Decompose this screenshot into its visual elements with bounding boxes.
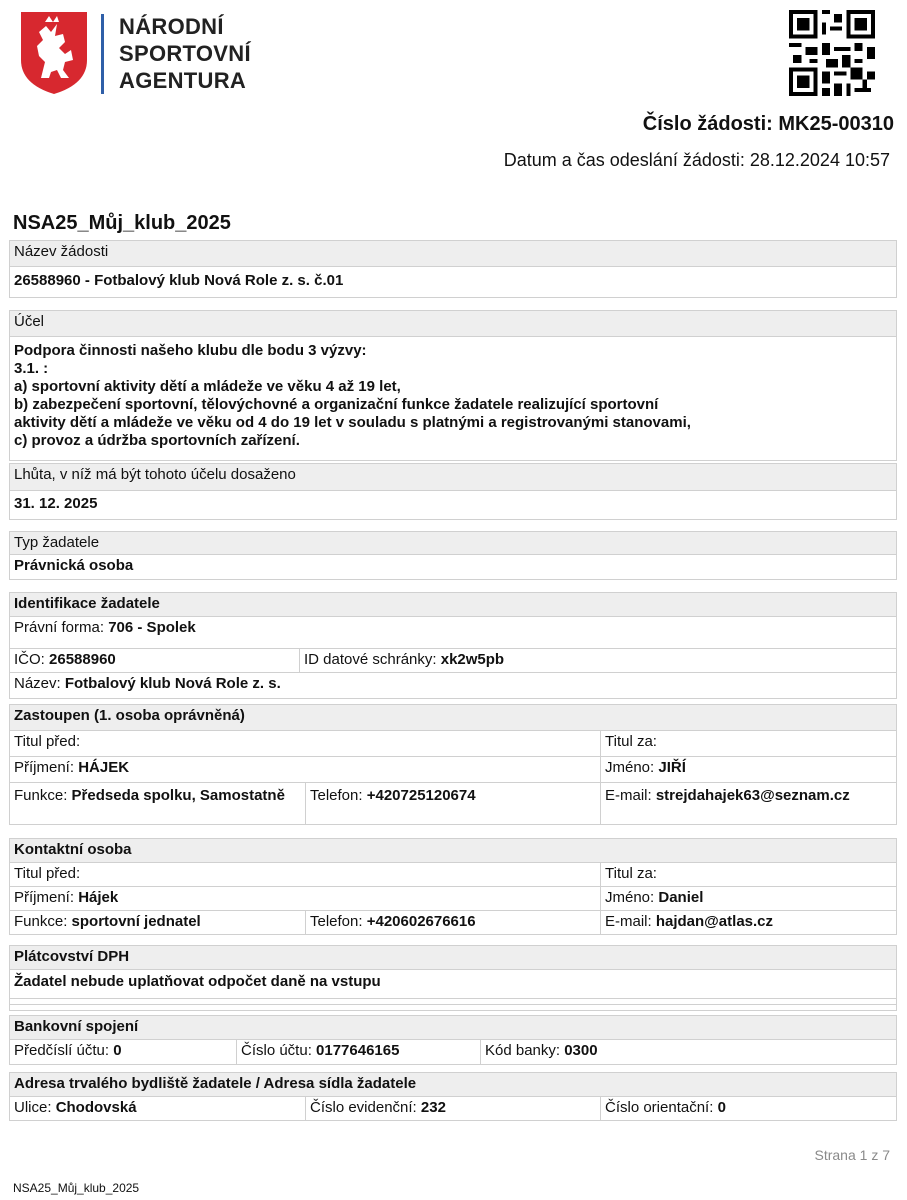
account-number-cell [237, 1040, 481, 1065]
agency-name [119, 13, 251, 94]
firstname-value: JIŘÍ [658, 759, 686, 776]
street-value: Chodovská [55, 1099, 137, 1116]
logo-divider [101, 14, 104, 94]
account-prefix-value: 0 [113, 1042, 122, 1059]
email-value: hajdan@atlas.cz [655, 913, 774, 930]
evid-number-cell [306, 1097, 601, 1121]
firstname-label: Jméno: [605, 889, 659, 906]
firstname-cell [601, 757, 897, 783]
section-contact-person [9, 838, 897, 935]
agency-logo [19, 10, 89, 96]
surname-value: HÁJEK [78, 759, 130, 776]
firstname-label: Jméno: [605, 759, 659, 776]
databox-value: xk2w5pb [440, 651, 505, 668]
evid-number-value: 232 [420, 1099, 446, 1116]
ico-label: IČO: [14, 651, 50, 668]
street-label: Ulice: [14, 1099, 56, 1116]
account-number-label: Číslo účtu: [241, 1042, 317, 1059]
function-value: Předseda spolku, Samostatně [71, 787, 285, 804]
surname-cell [10, 757, 601, 783]
surname-cell [10, 887, 601, 911]
phone-cell [306, 783, 601, 825]
agency-name-line2: SPORTOVNÍ [119, 41, 251, 66]
purpose-line: b) zabezpečení sportovní, tělovýchovné a organizační funkce žadatele realizující sportovní [14, 396, 659, 413]
phone-cell [306, 911, 601, 935]
firstname-cell [601, 887, 897, 911]
section-label: Název žádosti [10, 241, 897, 267]
orient-number-value: 0 [717, 1099, 726, 1116]
agency-name-line3: AGENTURA [119, 68, 247, 93]
account-number-value: 0177646165 [316, 1042, 400, 1059]
email-cell [601, 911, 897, 935]
bank-code-value: 0300 [564, 1042, 598, 1059]
section-label: Typ žadatele [10, 532, 897, 555]
section-purpose [9, 310, 897, 461]
legal-form-label: Právní forma: [14, 619, 109, 636]
qr-code-icon [789, 10, 875, 96]
applicant-name-value: Fotbalový klub Nová Role z. s. [64, 675, 281, 692]
email-value: strejdahajek63@seznam.cz [655, 787, 850, 804]
email-label: E-mail: [605, 913, 656, 930]
phone-value: +420602676616 [366, 913, 476, 930]
applicant-name-cell [10, 673, 897, 699]
applicant-type-value: Právnická osoba [14, 557, 134, 574]
purpose-text [10, 337, 897, 461]
title-after: Titul za: [601, 731, 897, 757]
qr-code [789, 10, 875, 96]
section-label: Účel [10, 311, 897, 337]
street-cell [10, 1097, 306, 1121]
orient-number-cell [601, 1097, 897, 1121]
account-prefix-label: Předčíslí účtu: [14, 1042, 114, 1059]
applicant-name-label: Název: [14, 675, 65, 692]
purpose-line: aktivity dětí a mládeže ve věku od 4 do 19 let v souladu s platnými a registrovanými stanovami, [14, 414, 691, 431]
deadline-value: 31. 12. 2025 [14, 495, 98, 512]
section-label: Adresa trvalého bydliště žadatele / Adresa sídla žadatele [10, 1073, 897, 1097]
page-number: Strana 1 z 7 [814, 1147, 890, 1163]
request-datetime: Datum a čas odeslání žádosti: 28.12.2024 10:57 [503, 150, 890, 170]
bank-code-cell [481, 1040, 897, 1065]
surname-label: Příjmení: [14, 759, 79, 776]
lion-shield-icon [19, 10, 89, 96]
section-bank [9, 1015, 897, 1065]
section-label: Kontaktní osoba [10, 839, 897, 863]
section-deadline [9, 463, 897, 520]
purpose-line: Podpora činnosti našeho klubu dle bodu 3 výzvy: [14, 342, 367, 359]
purpose-line: a) sportovní aktivity dětí a mládeže ve věku 4 až 19 let, [14, 378, 401, 395]
surname-value: Hájek [78, 889, 119, 906]
function-cell [10, 911, 306, 935]
databox-label: ID datové schránky: [304, 651, 441, 668]
title-after: Titul za: [601, 863, 897, 887]
section-label: Lhůta, v níž má být tohoto účelu dosaženo [10, 464, 897, 491]
section-address [9, 1072, 897, 1121]
orient-number-label: Číslo orientační: [605, 1099, 718, 1116]
email-label: E-mail: [605, 787, 656, 804]
firstname-value: Daniel [658, 889, 704, 906]
account-prefix-cell [10, 1040, 237, 1065]
vat-value: Žadatel nebude uplatňovat odpočet daně na vstupu [14, 973, 381, 990]
section-label: Bankovní spojení [10, 1016, 897, 1040]
empty-row [10, 1005, 897, 1011]
section-identification [9, 592, 897, 699]
email-cell [601, 783, 897, 825]
legal-form-cell [10, 617, 897, 649]
function-value: sportovní jednatel [71, 913, 201, 930]
title-before: Titul před: [10, 863, 601, 887]
function-label: Funkce: [14, 913, 72, 930]
section-label: Zastoupen (1. osoba oprávněná) [10, 705, 897, 731]
request-name-value: 26588960 - Fotbalový klub Nová Role z. s. č.01 [14, 272, 344, 289]
section-representative [9, 704, 897, 825]
footer-doc-name: NSA25_Můj_klub_2025 [13, 1181, 140, 1195]
phone-value: +420725120674 [366, 787, 476, 804]
section-vat [9, 945, 897, 1011]
function-label: Funkce: [14, 787, 72, 804]
databox-cell [300, 649, 897, 673]
section-label: Plátcovství DPH [10, 946, 897, 970]
section-request-name [9, 240, 897, 298]
purpose-line: 3.1. : [14, 360, 49, 377]
section-label: Identifikace žadatele [10, 593, 897, 617]
purpose-line: c) provoz a údržba sportovních zařízení. [14, 432, 300, 449]
title-before: Titul před: [10, 731, 601, 757]
legal-form-value: 706 - Spolek [108, 619, 196, 636]
bank-code-label: Kód banky: [485, 1042, 565, 1059]
surname-label: Příjmení: [14, 889, 79, 906]
function-cell [10, 783, 306, 825]
phone-label: Telefon: [310, 913, 367, 930]
section-applicant-type [9, 531, 897, 580]
document-title: NSA25_Můj_klub_2025 [13, 212, 231, 234]
agency-name-line1: NÁRODNÍ [119, 14, 224, 39]
ico-cell [10, 649, 300, 673]
request-number: Číslo žádosti: MK25-00310 [642, 113, 894, 135]
ico-value: 26588960 [49, 651, 116, 668]
evid-number-label: Číslo evidenční: [310, 1099, 421, 1116]
phone-label: Telefon: [310, 787, 367, 804]
